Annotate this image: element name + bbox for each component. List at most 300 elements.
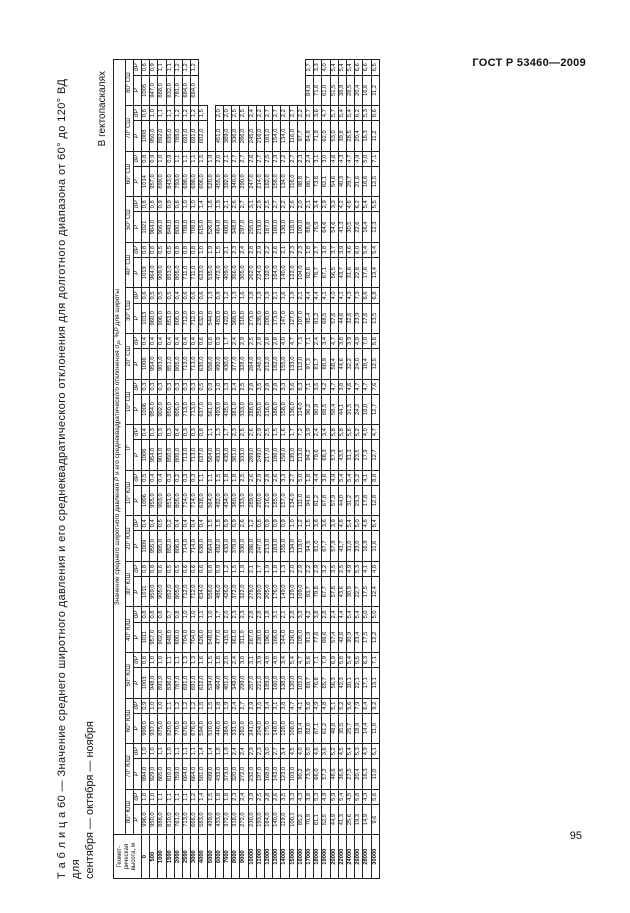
pressure-cell: 164,0: [264, 804, 272, 834]
altitude-cell: 1000: [158, 835, 166, 879]
pressure-cell: 711,0: [182, 257, 190, 287]
sigma-cell: 0,3: [158, 379, 166, 394]
pressure-cell: 286,0: [240, 121, 248, 151]
table-row: [256, 60, 264, 879]
sigma-cell: 7,1: [371, 151, 379, 166]
sigma-cell: 1,2: [174, 106, 182, 121]
pressure-cell: 1005: [141, 75, 149, 105]
pressure-cell: 17,6: [363, 257, 371, 287]
sigma-cell: 3,3: [330, 197, 338, 212]
latitude-header: 20° СШ: [125, 333, 133, 379]
pressure-cell: 490,0: [215, 349, 223, 379]
pressure-subheader: P: [133, 121, 141, 151]
sigma-cell: 0,2: [174, 470, 182, 485]
sigma-cell: 0,4: [158, 333, 166, 348]
pressure-cell: 67,1: [314, 713, 322, 743]
sigma-cell: 0,5: [141, 470, 149, 485]
sigma-cell: 2,3: [297, 151, 305, 166]
sigma-cell: 1,5: [199, 151, 207, 166]
sigma-cell: 0,6: [199, 288, 207, 303]
sigma-cell: 1,8: [305, 242, 313, 257]
pressure-cell: 250,0: [256, 394, 264, 424]
pressure-cell: 888,0: [158, 75, 166, 105]
pressure-cell: 56,3: [330, 668, 338, 698]
sigma-cell: 5,0: [305, 744, 313, 759]
pressure-cell: 564,0: [207, 485, 215, 515]
sigma-cell: 4,0: [322, 60, 330, 76]
sigma-cell: 0,8: [141, 151, 149, 166]
pressure-cell: 852,0: [166, 577, 174, 607]
sigma-cell: 0,9: [150, 60, 158, 76]
pressure-cell: 805,0: [174, 394, 182, 424]
altitude-cell: 3000: [191, 835, 199, 879]
sigma-cell: 1,2: [191, 106, 199, 121]
sigma-cell: 1,1: [174, 151, 182, 166]
sigma-cell: 4,4: [338, 607, 346, 622]
pressure-cell: 785,0: [174, 121, 182, 151]
pressure-cell: 1006: [141, 349, 149, 379]
sigma-cell: 7,1: [305, 333, 313, 348]
sigma-cell: 1,9: [223, 744, 231, 759]
pressure-cell: 221,0: [256, 668, 264, 698]
sigma-cell: 2,2: [281, 151, 289, 166]
sigma-cell: 1,1: [174, 744, 182, 759]
pressure-cell: 805,0: [174, 349, 182, 379]
sigma-cell: 1,5: [207, 698, 215, 713]
sigma-cell: 1,4: [199, 744, 207, 759]
pressure-cell: 62,1: [322, 166, 330, 196]
pressure-cell: 134,0: [289, 485, 297, 515]
sigma-cell: 2,4: [240, 789, 248, 804]
sigma-cell: 1,1: [199, 470, 207, 485]
altitude-cell: 18000: [314, 835, 322, 879]
pressure-subheader: P: [133, 394, 141, 424]
sigma-cell: 3,0: [240, 653, 248, 668]
sigma-cell: 2,7: [305, 106, 313, 121]
sigma-cell: 0,8: [174, 607, 182, 622]
pressure-cell: 1006: [141, 440, 149, 470]
pressure-cell: 21,6: [355, 166, 363, 196]
sigma-cell: 1,0: [150, 744, 158, 759]
pressure-cell: 31,3: [346, 440, 354, 470]
pressure-cell: 79,8: [314, 577, 322, 607]
sigma-cell: 3,1: [273, 607, 281, 622]
sigma-cell: 4,7: [322, 106, 330, 121]
sigma-cell: 2,8: [273, 333, 281, 348]
pressure-cell: 615,0: [199, 212, 207, 242]
pressure-cell: 11,0: [371, 759, 379, 789]
sigma-cell: 3,9: [330, 516, 338, 531]
table-row: [215, 60, 223, 879]
sigma-cell: 1,1: [158, 60, 166, 76]
sigma-cell: 1,7: [289, 425, 297, 440]
pressure-cell: 902,0: [158, 622, 166, 652]
pressure-cell: 12,8: [371, 485, 379, 515]
pressure-cell: 564,0: [207, 440, 215, 470]
sigma-cell: 0,6: [199, 333, 207, 348]
sigma-cell: 1,1: [182, 789, 190, 804]
sigma-cell: 0,4: [141, 333, 149, 348]
super-header-row: [114, 60, 126, 879]
pressure-cell: 691,0: [191, 121, 199, 151]
pressure-cell: 86,7: [305, 166, 313, 196]
sigma-cell: 3,3: [281, 379, 289, 394]
sigma-cell: 1,5: [273, 425, 281, 440]
sigma-cell: 3,9: [346, 333, 354, 348]
sigma-cell: 2,7: [289, 470, 297, 485]
pressure-cell: 114,0: [297, 394, 305, 424]
pressure-cell: 158,0: [281, 394, 289, 424]
pressure-cell: 455,0: [215, 166, 223, 196]
sigma-cell: 7,1: [305, 379, 313, 394]
sigma-cell: 7,9: [355, 698, 363, 713]
pressure-cell: 31,2: [346, 485, 354, 515]
pressure-cell: 340,0: [232, 166, 240, 196]
sigma-cell: 2,3: [240, 607, 248, 622]
sigma-cell: 1,0: [150, 106, 158, 121]
pressure-cell: 148,0: [273, 713, 281, 743]
pressure-cell: 56,5: [330, 257, 338, 287]
sigma-cell: 1,9: [256, 288, 264, 303]
sigma-cell: 4,7: [355, 379, 363, 394]
sigma-cell: 2,7: [289, 106, 297, 121]
sigma-cell: 5,4: [346, 516, 354, 531]
sigma-cell: 4,5: [338, 744, 346, 759]
pressure-cell: 14,4: [363, 713, 371, 743]
pressure-cell: 57,9: [330, 485, 338, 515]
sigma-cell: 0,8: [191, 242, 199, 257]
sigma-cell: 3,4: [322, 425, 330, 440]
pressure-cell: 43,7: [338, 257, 346, 287]
sigma-cell: 1,7: [215, 607, 223, 622]
sigma-cell: 1,5: [207, 516, 215, 531]
pressure-cell: 548,0: [207, 622, 215, 652]
sigma-cell: 2,8: [248, 607, 256, 622]
sigma-cell: 5,8: [355, 789, 363, 804]
sigma-cell: 2,2: [281, 197, 289, 212]
pressure-subheader: P: [133, 804, 141, 834]
sigma-cell: 2,1: [297, 288, 305, 303]
sigma-subheader: σP: [133, 470, 141, 485]
table-row: [314, 60, 322, 879]
sigma-cell: 0,8: [150, 197, 158, 212]
pressure-cell: 249,0: [256, 440, 264, 470]
sigma-cell: 5,4: [338, 106, 346, 121]
pressure-cell: 122,0: [289, 257, 297, 287]
pressure-cell: 684,0: [182, 75, 190, 105]
sigma-cell: 2,9: [314, 561, 322, 576]
sigma-cell: 2,5: [264, 425, 272, 440]
pressure-cell: 996,0: [141, 804, 149, 834]
pressure-cell: 31,5: [346, 394, 354, 424]
altitude-cell: 24000: [346, 835, 354, 879]
rotated-table-block: [55, 59, 575, 879]
pressure-cell: 389,0: [223, 121, 231, 151]
pressure-cell: 143,0: [273, 759, 281, 789]
pressure-cell: 235,0: [256, 303, 264, 333]
pressure-cell: 57,6: [330, 303, 338, 333]
sigma-cell: 1,0: [150, 698, 158, 713]
sigma-cell: 5,4: [346, 653, 354, 668]
pressure-cell: 626,0: [199, 622, 207, 652]
sigma-cell: 0,8: [199, 425, 207, 440]
sigma-cell: 8,8: [371, 470, 379, 485]
sigma-cell: 1,9: [289, 288, 297, 303]
pressure-cell: 372,0: [232, 577, 240, 607]
sigma-cell: 0,4: [141, 425, 149, 440]
sigma-cell: 0,9: [223, 516, 231, 531]
pressure-cell: 193,0: [256, 804, 264, 834]
pressure-cell: 71,6: [314, 75, 322, 105]
pressure-cell: 17,5: [363, 577, 371, 607]
pressure-cell: 267,0: [248, 622, 256, 652]
pressure-cell: 964,0: [150, 212, 158, 242]
pressure-cell: 377,0: [232, 349, 240, 379]
pressure-cell: 97,7: [297, 121, 305, 151]
sigma-cell: 0,4: [174, 288, 182, 303]
pressure-cell: 434,0: [223, 485, 231, 515]
pressure-cell: 89,7: [305, 668, 313, 698]
pressure-cell: 67,7: [322, 577, 330, 607]
sigma-cell: 0,8: [141, 653, 149, 668]
pressure-cell: 156,0: [281, 440, 289, 470]
sigma-cell: 2,4: [248, 106, 256, 121]
sigma-cell: 1,2: [223, 288, 231, 303]
pressure-cell: 51,5: [330, 75, 338, 105]
pressure-cell: 333,0: [240, 485, 248, 515]
pressure-cell: 381,0: [232, 440, 240, 470]
pressure-cell: 257,0: [248, 668, 256, 698]
pressure-cell: 810,0: [166, 759, 174, 789]
sigma-cell: 4,1: [322, 288, 330, 303]
pressure-cell: 54,6: [330, 212, 338, 242]
sigma-cell: 2,5: [240, 470, 248, 485]
pressure-cell: 787,0: [174, 668, 182, 698]
pressure-cell: 433,0: [215, 759, 223, 789]
altitude-cell: 14000: [281, 835, 289, 879]
sigma-cell: 1,2: [248, 516, 256, 531]
pressure-cell: 691,0: [182, 668, 190, 698]
sigma-cell: 1,6: [281, 425, 289, 440]
sigma-cell: 6,6: [355, 60, 363, 76]
pressure-cell: 18,0: [363, 394, 371, 424]
sigma-subheader: σP: [133, 425, 141, 440]
sigma-cell: 1,8: [223, 789, 231, 804]
sigma-cell: 2,5: [256, 789, 264, 804]
sigma-cell: 0,6: [141, 288, 149, 303]
sigma-cell: 1,1: [158, 789, 166, 804]
pressure-cell: 510,0: [207, 713, 215, 743]
subheader-row: [133, 60, 141, 879]
sigma-cell: 0,3: [182, 470, 190, 485]
sigma-cell: 4,7: [330, 379, 338, 394]
pressure-cell: 90,2: [297, 759, 305, 789]
sigma-cell: 1,3: [182, 653, 190, 668]
pressure-cell: 289,0: [248, 485, 256, 515]
sigma-cell: 3,8: [322, 242, 330, 257]
pressure-cell: 937,0: [150, 713, 158, 743]
sigma-cell: 0,8: [174, 197, 182, 212]
sigma-cell: 2,8: [322, 607, 330, 622]
pressure-cell: 250,0: [256, 485, 264, 515]
sigma-cell: 2,4: [240, 744, 248, 759]
sigma-cell: 0,6: [199, 561, 207, 576]
pressure-cell: 711,0: [191, 257, 199, 287]
sigma-cell: 1,0: [182, 607, 190, 622]
sigma-cell: 2,5: [232, 106, 240, 121]
pressure-cell: 714,0: [191, 531, 199, 561]
sigma-cell: 4,9: [355, 333, 363, 348]
pressure-cell: 602,0: [199, 121, 207, 151]
pressure-cell: 708,0: [182, 212, 190, 242]
pressure-cell: 17,9: [363, 440, 371, 470]
pressure-cell: 44,6: [338, 303, 346, 333]
pressure-cell: 112,0: [297, 349, 305, 379]
sigma-cell: 0,3: [150, 379, 158, 394]
sigma-cell: 0,5: [158, 516, 166, 531]
pressure-subheader: P: [133, 440, 141, 470]
sigma-cell: 0,8: [141, 60, 149, 76]
sigma-cell: 1,7: [223, 425, 231, 440]
pressure-cell: 957,0: [150, 622, 158, 652]
sigma-cell: 0,9: [158, 197, 166, 212]
sigma-cell: 4,2: [322, 379, 330, 394]
sigma-cell: 3,8: [314, 607, 322, 622]
pressure-cell: 305,0: [240, 257, 248, 287]
pressure-cell: 446,0: [215, 713, 223, 743]
sigma-cell: 2,2: [256, 106, 264, 121]
pressure-cell: 135,0: [289, 440, 297, 470]
sigma-cell: 1,0: [199, 242, 207, 257]
pressure-cell: 224,0: [256, 257, 264, 287]
sigma-cell: 4,3: [346, 288, 354, 303]
table-body: [141, 60, 379, 879]
pressure-cell: 800,0: [174, 212, 182, 242]
table-caption: [55, 59, 97, 879]
sigma-cell: 0,6: [182, 561, 190, 576]
sigma-cell: 1,1: [158, 744, 166, 759]
pressure-cell: 62,0: [322, 121, 330, 151]
sigma-cell: 2,8: [273, 379, 281, 394]
pressure-cell: 328,0: [240, 349, 248, 379]
sigma-cell: 2,9: [256, 425, 264, 440]
pressure-cell: 57,2: [322, 759, 330, 789]
pressure-cell: 133,0: [289, 349, 297, 379]
latitude-header: 50° ЮШ: [125, 653, 133, 699]
sigma-cell: 7,1: [371, 653, 379, 668]
pressure-cell: 214,0: [256, 166, 264, 196]
pressure-cell: 664,0: [191, 759, 199, 789]
latitude-header: 0°: [125, 425, 133, 471]
pressure-cell: 851,0: [166, 349, 174, 379]
pressure-cell: 464,0: [215, 212, 223, 242]
sigma-cell: 3,0: [322, 151, 330, 166]
sigma-cell: 1,5: [199, 106, 207, 121]
sigma-cell: 5,6: [305, 653, 313, 668]
sigma-cell: 2,9: [240, 333, 248, 348]
pressure-cell: 638,0: [199, 531, 207, 561]
pressure-cell: 216,0: [256, 121, 264, 151]
pressure-cell: 100,1: [289, 804, 297, 834]
sigma-cell: 4,7: [371, 425, 379, 440]
sigma-cell: 1,7: [256, 561, 264, 576]
altitude-cell: 22000: [338, 835, 346, 879]
sigma-cell: 2,5: [264, 151, 272, 166]
pressure-cell: 18,9: [355, 713, 363, 743]
pressure-cell: 666,0: [191, 804, 199, 834]
sigma-cell: 4,4: [314, 288, 322, 303]
pressure-cell: 44,6: [338, 349, 346, 379]
pressure-cell: 113,0: [297, 440, 305, 470]
sigma-cell: 5,6: [305, 698, 313, 713]
sigma-cell: 0,4: [182, 516, 190, 531]
sigma-cell: 2,6: [248, 425, 256, 440]
pressure-cell: 96,2: [305, 394, 313, 424]
sigma-cell: 0,4: [182, 333, 190, 348]
pressure-cell: 205,0: [264, 577, 272, 607]
sigma-cell: 1,8: [264, 607, 272, 622]
pressure-cell: 698,0: [182, 166, 190, 196]
altitude-cell: 10000: [248, 835, 256, 879]
sigma-cell: 5,0: [371, 607, 379, 622]
pressure-cell: 18,4: [363, 349, 371, 379]
sigma-cell: 5,4: [363, 197, 371, 212]
sigma-cell: 2,0: [215, 106, 223, 121]
pressure-cell: 12,2: [371, 622, 379, 652]
pressure-cell: 13,1: [371, 668, 379, 698]
sigma-cell: 2,7: [273, 106, 281, 121]
sigma-cell: 1,5: [232, 561, 240, 576]
sigma-cell: 1,6: [240, 288, 248, 303]
pressure-cell: 499,0: [207, 804, 215, 834]
sigma-cell: 0,4: [166, 333, 174, 348]
sigma-cell: 5,6: [346, 698, 354, 713]
sigma-cell: 1,5: [305, 516, 313, 531]
pressure-cell: 41,3: [338, 804, 346, 834]
pressure-cell: 903,0: [158, 349, 166, 379]
sigma-cell: 3,1: [248, 653, 256, 668]
pressure-cell: 94,6: [305, 485, 313, 515]
altitude-cell: 20000: [330, 835, 338, 879]
sigma-cell: 6,4: [363, 698, 371, 713]
latitude-header: 20° ЮШ: [125, 516, 133, 562]
sigma-cell: 5,8: [330, 425, 338, 440]
sigma-cell: 1,3: [215, 425, 223, 440]
sigma-cell: 5,5: [371, 197, 379, 212]
sigma-cell: 0,9: [215, 561, 223, 576]
sigma-cell: 0,9: [264, 516, 272, 531]
pressure-cell: 713,0: [182, 440, 190, 470]
pressure-cell: 713,0: [182, 394, 190, 424]
pressure-cell: 1014: [141, 166, 149, 196]
pressure-cell: 947,0: [150, 75, 158, 105]
sigma-cell: 2,5: [240, 379, 248, 394]
sigma-cell: 2,1: [248, 561, 256, 576]
pressure-cell: 66,0: [314, 759, 322, 789]
pressure-cell: 330,0: [240, 531, 248, 561]
pressure-cell: 160,0: [273, 668, 281, 698]
sigma-cell: 7,3: [297, 333, 305, 348]
table-row: [207, 60, 215, 879]
pressure-cell: 57,9: [330, 531, 338, 561]
sigma-cell: 4,3: [297, 789, 305, 804]
sigma-cell: 2,6: [232, 197, 240, 212]
pressure-cell: 97,3: [305, 349, 313, 379]
sigma-cell: 1,0: [141, 744, 149, 759]
table-row: [322, 60, 330, 879]
sigma-cell: 2,5: [264, 197, 272, 212]
sigma-cell: 4,3: [338, 151, 346, 166]
